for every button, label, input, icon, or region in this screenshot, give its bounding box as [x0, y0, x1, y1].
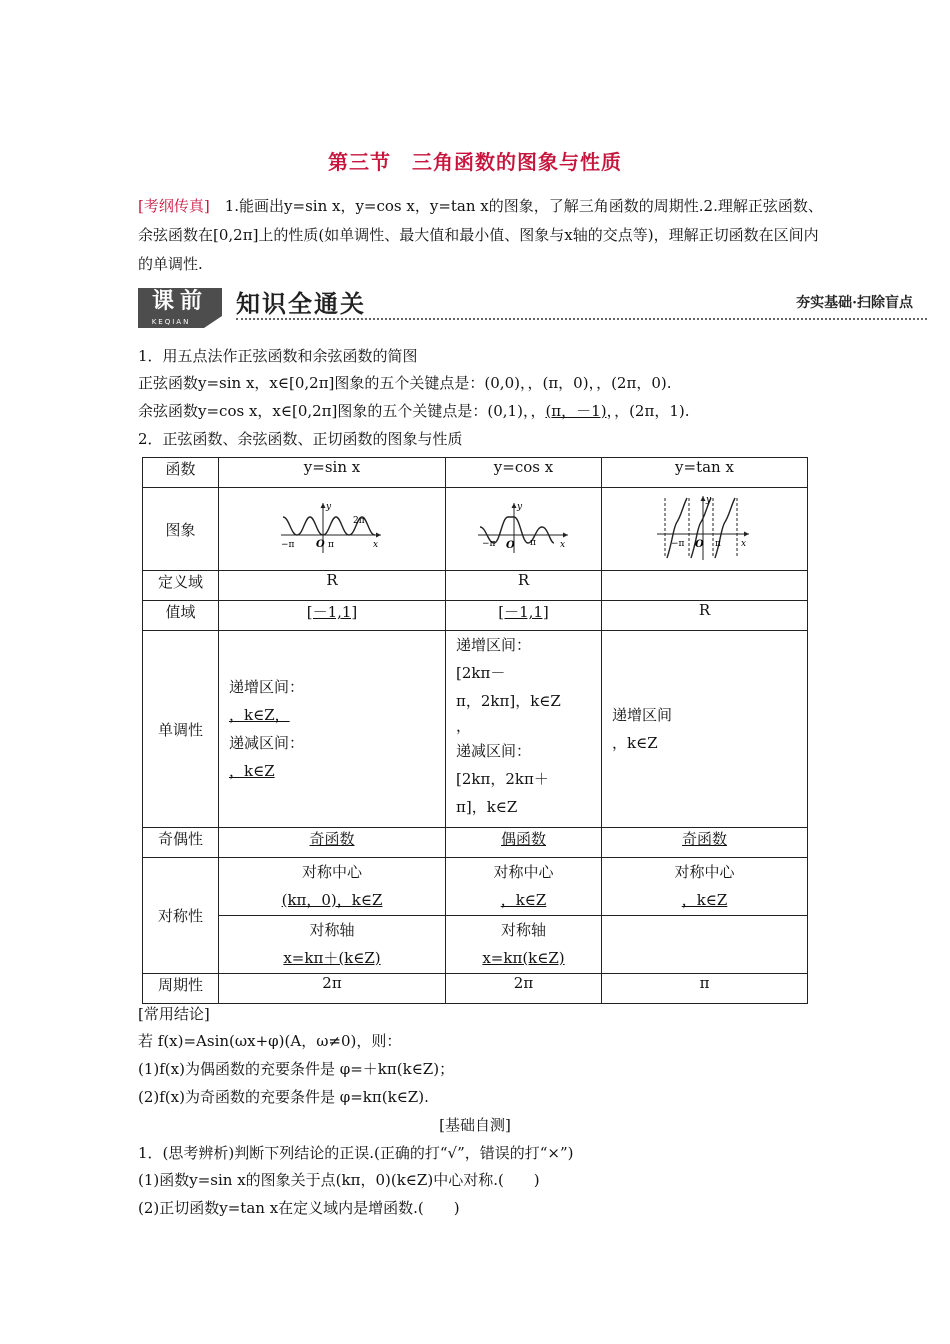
cos-inc-1: [2kπ－ [456, 664, 506, 682]
section-banner [138, 288, 927, 330]
tan-graph-negpi: −π [670, 539, 684, 549]
parity-cos: 偶函数 [500, 830, 546, 848]
sin-graph-cell [219, 488, 446, 571]
table-row-graph [143, 488, 808, 571]
page-title: 第三节 三角函数的图象与性质 [328, 150, 622, 174]
period-tan: π [602, 974, 808, 1004]
sym-axis-cos-row [450, 944, 597, 972]
sym-center-tan [602, 858, 808, 916]
table-row-domain [143, 571, 808, 601]
domain-label: 定义域 [143, 571, 219, 601]
selftest-q1a: (1)函数y=sin x的图象关于点(kπ，0)(k∈Z)中心对称.( ) [138, 1171, 540, 1189]
table-row-header [143, 458, 808, 488]
banner-box: 课前 [138, 288, 222, 316]
cos-key-post: ，，(2π，1). [606, 402, 690, 420]
sym-axis-tan [602, 916, 808, 974]
range-label: 值域 [143, 601, 219, 631]
cos-inc-2: π，2kπ]，k∈Z [456, 692, 561, 710]
parity-label: 奇偶性 [143, 828, 219, 858]
cos-inc-3: ， [456, 717, 472, 735]
sym-center-tan-value: ，k∈Z [681, 891, 728, 909]
header-cos: y=cos x [446, 458, 602, 488]
parity-sin: 奇函数 [309, 830, 355, 848]
sym-axis-cos-value: x=kπ(k∈Z) [482, 949, 565, 967]
conclusion-line-1: 若 f(x)=Asin(ωx+φ)(A，ω≠0)，则： [138, 1032, 402, 1050]
parity-cos-cell [446, 828, 602, 858]
sin-graph-2pi: 2π [353, 516, 365, 526]
sym-center-sin [219, 858, 446, 916]
sin-graph [277, 499, 387, 555]
monotonic-label: 单调性 [143, 631, 219, 828]
graph-label: 图象 [143, 488, 219, 571]
sym-axis-cos [446, 916, 602, 974]
domain-tan [602, 571, 808, 601]
table-row-parity [143, 828, 808, 858]
conclusion-line-3: (2)f(x)为奇函数的充要条件是 φ=kπ(k∈Z). [138, 1088, 429, 1106]
parity-tan: 奇函数 [681, 830, 727, 848]
cos-graph-pi: π [529, 538, 536, 548]
cos-dec-1: [2kπ，2kπ＋ [456, 770, 549, 788]
exam-outline [138, 192, 828, 279]
banner-title: 知识全通关 [236, 290, 366, 318]
domain-sin: R [219, 571, 446, 601]
sym-axis-sin-value: x=kπ＋(k∈Z) [283, 949, 381, 967]
sym-center-sin-value: (kπ，0)，k∈Z [281, 891, 383, 909]
cos-graph [474, 499, 574, 555]
period-sin: 2π [219, 974, 446, 1004]
tan-graph-x: x [740, 539, 746, 549]
sin-inc-label: 递增区间： [229, 678, 305, 696]
cos-key-underlined: (π，－1) [545, 402, 607, 420]
table-row-range [143, 601, 808, 631]
cos-graph-origin: O [505, 540, 515, 551]
cos-dec-2: π]，k∈Z [456, 798, 518, 816]
banner-divider [236, 318, 927, 320]
header-tan: y=tan x [602, 458, 808, 488]
selftest-q1b: (2)正切函数y=tan x在定义域内是增函数.( ) [138, 1199, 460, 1217]
cos-dec-label: 递减区间： [456, 742, 532, 760]
sym-center-tan-label: 对称中心 [674, 863, 735, 881]
sin-inc-value: ，k∈Z， [229, 706, 290, 724]
parity-tan-cell [602, 828, 808, 858]
section1-heading: 1．用五点法作正弦函数和余弦函数的简图 [138, 347, 418, 365]
cos-graph-x: x [559, 540, 565, 550]
sym-center-sin-label: 对称中心 [301, 863, 362, 881]
header-label: 函数 [143, 458, 219, 488]
conclusions-heading: [常用结论] [138, 1005, 210, 1023]
monotonic-tan [602, 631, 808, 828]
sin-key-points: 正弦函数y=sin x，x∈[0,2π]图象的五个关键点是：(0,0)，，(π，0)，，(2π，0). [138, 374, 672, 392]
tan-inc-label: 递增区间 [612, 706, 673, 724]
banner-slogan: 夯实基础·扫除盲点 [796, 295, 913, 311]
cos-graph-negpi: −π [481, 539, 495, 549]
banner-triangle [204, 316, 222, 328]
monotonic-sin [219, 631, 446, 828]
sym-center-cos [446, 858, 602, 916]
table-row-period [143, 974, 808, 1004]
sin-graph-negpi: −π [281, 540, 295, 550]
sin-graph-x: x [373, 540, 379, 550]
cos-inc-label: 递增区间： [456, 636, 532, 654]
tan-graph-cell [602, 488, 808, 571]
sym-center-cos-row [450, 886, 597, 914]
table-row-symmetry-axis [143, 916, 808, 974]
range-cos: [－1,1] [498, 603, 549, 621]
range-sin: [－1,1] [306, 603, 358, 621]
section2-heading: 2．正弦函数、余弦函数、正切函数的图象与性质 [138, 430, 463, 448]
symmetry-label: 对称性 [143, 858, 219, 974]
sym-axis-sin-label: 对称轴 [309, 921, 355, 939]
sym-center-sin-row [223, 886, 441, 914]
selftest-heading: [基础自测] [439, 1116, 511, 1134]
sin-graph-pi: π [328, 540, 334, 550]
sym-axis-sin [219, 916, 446, 974]
sym-center-tan-row [606, 886, 803, 914]
sin-dec-value: ，k∈Z [229, 762, 275, 780]
cos-graph-cell [446, 488, 602, 571]
domain-cos: R [446, 571, 602, 601]
tan-graph-pi: π [714, 539, 721, 549]
monotonic-cos [446, 631, 602, 828]
period-cos: 2π [446, 974, 602, 1004]
table-row-symmetry-center [143, 858, 808, 916]
cos-graph-y: y [516, 502, 522, 512]
sym-axis-sin-row [223, 944, 441, 972]
cos-key-points [138, 401, 689, 421]
selftest-q1: 1．(思考辨析)判断下列结论的正误.(正确的打“√”，错误的打“×”) [138, 1144, 574, 1162]
sym-axis-cos-label: 对称轴 [500, 921, 546, 939]
period-label: 周期性 [143, 974, 219, 1004]
cos-key-pre: 余弦函数y=cos x，x∈[0,2π]图象的五个关键点是：(0,1)，， [138, 402, 546, 420]
tan-graph-origin: O [694, 539, 704, 550]
sym-center-cos-label: 对称中心 [493, 863, 554, 881]
header-sin: y=sin x [219, 458, 446, 488]
banner-sub: KEQIAN [138, 316, 204, 328]
range-tan: R [602, 601, 808, 631]
sin-dec-value-row [229, 757, 441, 785]
sym-center-cos-value: ，k∈Z [500, 891, 547, 909]
property-table [142, 457, 808, 1004]
range-cos-cell [446, 601, 602, 631]
tan-inc-value: ，k∈Z [612, 734, 658, 752]
exam-outline-tag: [考纲传真] [138, 197, 210, 215]
sin-graph-y: y [326, 502, 332, 512]
parity-sin-cell [219, 828, 446, 858]
sin-inc-value-row [229, 701, 441, 729]
conclusion-line-2: (1)f(x)为偶函数的充要条件是 φ=＋kπ(k∈Z)； [138, 1060, 455, 1078]
tan-graph [655, 492, 755, 562]
range-sin-cell [219, 601, 446, 631]
exam-outline-text: 1.能画出y=sin x，y=cos x，y=tan x的图象，了解三角函数的周期性.2.理解正弦函数、余弦函数在[0,2π]上的性质(如单调性、最大值和最小值、图象与x轴的交点等)，理解正切函数在区间内的单调性. [138, 197, 823, 273]
tan-graph-y: y [705, 495, 711, 505]
sin-dec-label: 递减区间： [229, 734, 305, 752]
table-row-monotonic [143, 631, 808, 828]
sin-graph-origin: O [316, 539, 325, 550]
